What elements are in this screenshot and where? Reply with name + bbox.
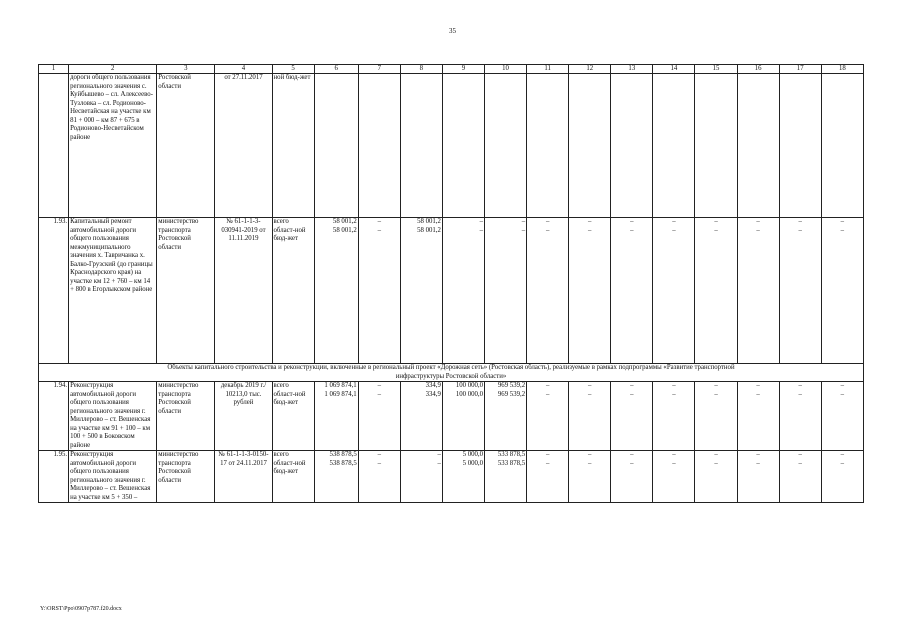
cell-value: 58 001,2 [332, 226, 357, 234]
cell-value: – [756, 390, 760, 398]
column-number-18: 18 [821, 65, 863, 74]
cell-value: 100 000,0 [455, 390, 483, 398]
cell-value: – [672, 390, 676, 398]
column-number-5: 5 [272, 65, 314, 74]
cell-value: – [437, 451, 441, 458]
cell-value: – [545, 459, 550, 467]
funding-source [272, 218, 314, 364]
column-number-10: 10 [485, 65, 527, 74]
row-number: 1.94. [39, 382, 69, 451]
cell-value: 1 069 874,1 [324, 390, 357, 398]
column-number-16: 16 [737, 65, 779, 74]
page-number: 35 [449, 27, 456, 35]
funding-source-line: област-ной бюд-жет [273, 226, 306, 242]
funding-source [272, 451, 314, 503]
column-number-13: 13 [611, 65, 653, 74]
cell-value: – [630, 390, 634, 398]
column-number-row [39, 65, 864, 74]
funding-source-line: ной бюд-жет [273, 74, 311, 81]
row-number: 1.95. [39, 451, 69, 503]
cell-value: – [756, 226, 760, 234]
file-path-footer: Y:\ORST\Ppo\0907p787.f20.docx [40, 606, 122, 612]
cell-value: 334,9 [425, 390, 441, 398]
cell-value: – [630, 226, 634, 234]
cell-value: – [377, 459, 381, 467]
document-reference: № 61-1-1-3-030941-2019 от 11.11.2019 [215, 218, 272, 364]
cell-value: – [756, 382, 760, 389]
cell-value: 533 878,5 [497, 451, 526, 458]
column-number-12: 12 [569, 65, 611, 74]
object-name: Реконструкция автомобильной дороги общего пользования регионального значения г. Миллерово – ст. Вешенская на участке км 5 + 350 – [69, 451, 157, 503]
cell-value: – [756, 459, 760, 467]
column-number-1: 1 [39, 65, 69, 74]
cell-value: – [377, 451, 381, 458]
cell-value: – [437, 459, 441, 467]
cell-value: 538 878,5 [329, 451, 357, 458]
object-name: Реконструкция автомобильной дороги общего пользования регионального значения г. Миллерово – ст. Вешенская на участке км 91 + 100 – км 100 + 500 в Боковском районе [69, 382, 157, 451]
column-number-7: 7 [358, 65, 400, 74]
cell-value: – [545, 382, 550, 389]
cell-value: 58 001,2 [417, 226, 441, 234]
customer: министерство транспорта Ростовской области [157, 218, 215, 364]
program-table [38, 64, 864, 503]
cell-value: – [545, 451, 550, 458]
column-number-6: 6 [314, 65, 358, 74]
cell-value: – [840, 382, 845, 389]
cell-value: – [798, 459, 802, 467]
cell-value: – [588, 226, 592, 234]
funding-source-line: всего [273, 451, 289, 458]
table-row [39, 451, 864, 503]
cell-value: – [840, 390, 845, 398]
funding-source [272, 382, 314, 451]
document-reference: декабрь 2019 г./ 10213,0 тыс. рублей [215, 382, 272, 451]
cell-value: – [377, 226, 381, 234]
document-reference: № 61-1-1-3-0150-17 от 24.11.2017 [215, 451, 272, 503]
cell-value: 969 539,2 [497, 390, 526, 398]
funding-source [272, 74, 314, 218]
column-number-11: 11 [527, 65, 569, 74]
cell-value: – [630, 218, 634, 225]
cell-value: 5 000,0 [462, 459, 483, 467]
column-number-4: 4 [215, 65, 272, 74]
cell-value: – [798, 451, 802, 458]
cell-value: – [588, 218, 592, 225]
cell-value: – [521, 218, 526, 225]
cell-value: – [545, 390, 550, 398]
cell-value: – [756, 451, 760, 458]
cell-value: – [672, 226, 676, 234]
cell-value: 538 878,5 [329, 459, 357, 467]
cell-value: – [630, 451, 634, 458]
cell-value: – [479, 226, 483, 234]
funding-source-line: всего [273, 218, 289, 225]
customer: Ростовской области [157, 74, 215, 218]
cell-value: – [840, 218, 845, 225]
cell-value: – [798, 382, 802, 389]
cell-value: – [588, 382, 592, 389]
cell-value: – [798, 218, 802, 225]
cell-value: – [714, 218, 718, 225]
object-name: Капитальный ремонт автомобильной дороги общего пользования межмуниципального значения х. Тавричанка х. Балко-Грузский (до границы Краснодарского края) на участке км 12 + 760 – км 14 + 800 в Егорлыкском районе [69, 218, 157, 364]
column-number-2: 2 [69, 65, 157, 74]
cell-value: – [630, 459, 634, 467]
cell-value: – [756, 218, 760, 225]
section-heading: Объекты капитального строительства и реконструкции, включенные в региональный проект «Дорожная сеть» (Ростовская область), реализуемые в рамках подпрограммы «Развитие транспортной инфраструктуры Ростовской области» [39, 364, 864, 382]
cell-value: – [714, 382, 718, 389]
table-row [39, 74, 864, 218]
cell-value: – [588, 451, 592, 458]
column-number-15: 15 [695, 65, 737, 74]
funding-source-line: всего [273, 382, 289, 389]
cell-value: – [630, 382, 634, 389]
cell-value: – [588, 459, 592, 467]
row-number: 1.93. [39, 218, 69, 364]
cell-value: – [840, 226, 845, 234]
section-heading-row [39, 364, 864, 382]
cell-value: – [672, 218, 676, 225]
cell-value: – [545, 226, 550, 234]
column-number-9: 9 [442, 65, 484, 74]
customer: министерство транспорта Ростовской области [157, 382, 215, 451]
cell-value: 100 000,0 [455, 382, 483, 389]
column-number-17: 17 [779, 65, 821, 74]
cell-value: 969 539,2 [497, 382, 526, 389]
cell-value: – [377, 218, 381, 225]
cell-value: – [714, 459, 718, 467]
cell-value: – [479, 218, 483, 225]
object-name: дороги общего пользования регионального значения с. Куйбышево – сл. Алексеево-Тузловка – сл. Родионово-Несветайская на участке км 81 + 000 – км 87 + 675 в Родионово-Несветайском районе [69, 74, 157, 218]
cell-value: – [588, 390, 592, 398]
cell-value: – [798, 390, 802, 398]
column-number-3: 3 [157, 65, 215, 74]
funding-source-line: област-ной бюд-жет [273, 459, 306, 475]
cell-value: – [840, 459, 845, 467]
cell-value: 58 001,2 [332, 218, 357, 225]
cell-value: – [714, 451, 718, 458]
cell-value: 5 000,0 [462, 451, 483, 458]
cell-value: – [521, 226, 526, 234]
column-number-8: 8 [400, 65, 442, 74]
cell-value: – [377, 390, 381, 398]
cell-value: – [840, 451, 845, 458]
cell-value: – [377, 382, 381, 389]
cell-value: – [672, 459, 676, 467]
cell-value: – [714, 226, 718, 234]
customer: министерство транспорта Ростовской области [157, 451, 215, 503]
cell-value: 334,9 [425, 382, 441, 389]
row-number [39, 74, 69, 218]
document-reference: от 27.11.2017 [215, 74, 272, 218]
cell-value: – [672, 451, 676, 458]
column-number-14: 14 [653, 65, 695, 74]
cell-value: 58 001,2 [417, 218, 441, 225]
cell-value: 1 069 874,1 [324, 382, 357, 389]
cell-value: – [672, 382, 676, 389]
cell-value: – [714, 390, 718, 398]
cell-value: – [545, 218, 550, 225]
cell-value: 533 878,5 [497, 459, 526, 467]
table-row [39, 382, 864, 451]
table-row [39, 218, 864, 364]
cell-value: – [798, 226, 802, 234]
funding-source-line: област-ной бюд-жет [273, 390, 306, 406]
